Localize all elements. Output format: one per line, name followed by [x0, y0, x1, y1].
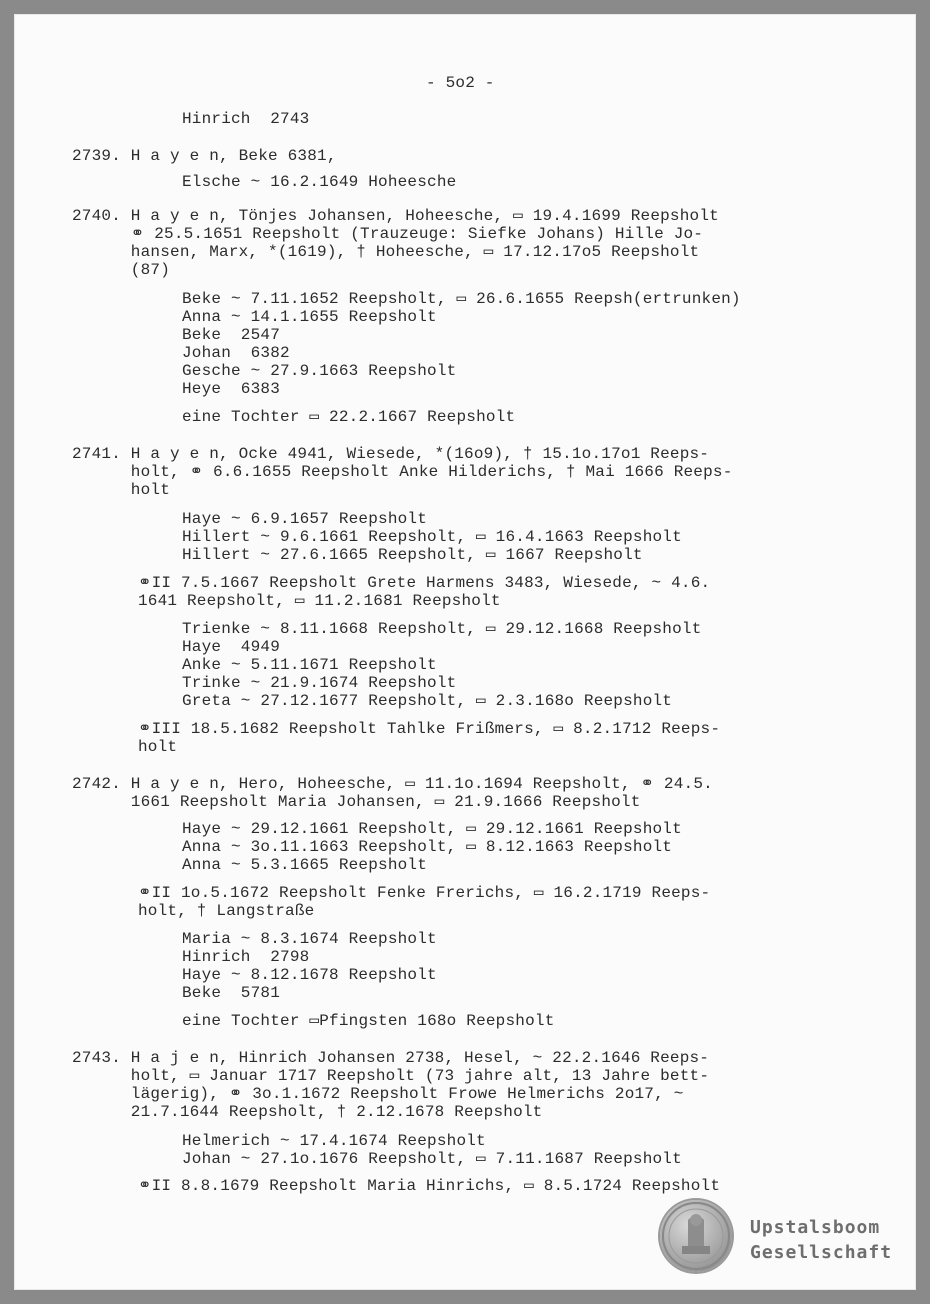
child-line: Elsche ~ 16.2.1649 Hoheesche	[182, 173, 457, 191]
child-line: eine Tochter ▭ 22.2.1667 Reepsholt	[182, 408, 516, 426]
entry-line: 21.7.1644 Reepsholt, † 2.12.1678 Reepsholt	[72, 1103, 543, 1121]
child-line: Anna ~ 3o.11.1663 Reepsholt, ▭ 8.12.1663 Reepsholt	[182, 838, 673, 856]
logo-line-2: Gesellschaft	[750, 1242, 893, 1263]
society-seal-icon	[660, 1200, 732, 1272]
marriage-line: holt	[138, 738, 178, 756]
child-line: Haye ~ 6.9.1657 Reepsholt	[182, 510, 428, 528]
child-line: eine Tochter ▭Pfingsten 168o Reepsholt	[182, 1012, 555, 1030]
entry-line: holt, ▭ Januar 1717 Reepsholt (73 jahre alt, 13 Jahre bett-	[72, 1067, 710, 1085]
child-line: Trinke ~ 21.9.1674 Reepsholt	[182, 674, 457, 692]
child-line: Heye 6383	[182, 380, 281, 398]
child-line: Hillert ~ 9.6.1661 Reepsholt, ▭ 16.4.1663 Reepsholt	[182, 528, 682, 546]
child-line: Beke 5781	[182, 984, 281, 1002]
document-page	[14, 14, 916, 1290]
child-line: Johan ~ 27.1o.1676 Reepsholt, ▭ 7.11.1687 Reepsholt	[182, 1150, 682, 1168]
entry-line: 2741. H a y e n, Ocke 4941, Wiesede, *(16o9), † 15.1o.17o1 Reeps-	[72, 445, 710, 463]
entry-line: 2742. H a y e n, Hero, Hoheesche, ▭ 11.1o.1694 Reepsholt, ⚭ 24.5.	[72, 775, 713, 793]
header-name: Hinrich 2743	[182, 110, 310, 128]
child-line: Haye 4949	[182, 638, 281, 656]
child-line: Anke ~ 5.11.1671 Reepsholt	[182, 656, 437, 674]
child-line: Haye ~ 8.12.1678 Reepsholt	[182, 966, 437, 984]
marriage-line: holt, † Langstraße	[138, 902, 315, 920]
document-body	[14, 14, 916, 1290]
child-line: Johan 6382	[182, 344, 290, 362]
entry-line: lägerig), ⚭ 3o.1.1672 Reepsholt Frowe Helmerichs 2o17, ~	[72, 1085, 684, 1103]
marriage-line: ⚭III 18.5.1682 Reepsholt Tahlke Frißmers, ▭ 8.2.1712 Reeps-	[138, 720, 721, 738]
entry-line: 2739. H a y e n, Beke 6381,	[72, 147, 337, 165]
entry-line: ⚭ 25.5.1651 Reepsholt (Trauzeuge: Siefke Johans) Hille Jo-	[72, 225, 704, 243]
entry-line: 2743. H a j e n, Hinrich Johansen 2738, Hesel, ~ 22.2.1646 Reeps-	[72, 1049, 710, 1067]
entry-line: holt	[72, 481, 171, 499]
child-line: Trienke ~ 8.11.1668 Reepsholt, ▭ 29.12.1668 Reepsholt	[182, 620, 702, 638]
child-line: Haye ~ 29.12.1661 Reepsholt, ▭ 29.12.1661 Reepsholt	[182, 820, 682, 838]
logo-line-1: Upstalsboom	[750, 1217, 881, 1238]
child-line: Gesche ~ 27.9.1663 Reepsholt	[182, 362, 457, 380]
child-line: Helmerich ~ 17.4.1674 Reepsholt	[182, 1132, 486, 1150]
child-line: Maria ~ 8.3.1674 Reepsholt	[182, 930, 437, 948]
child-line: Beke 2547	[182, 326, 281, 344]
child-line: Beke ~ 7.11.1652 Reepsholt, ▭ 26.6.1655 Reepsh(ertrunken)	[182, 290, 741, 308]
marriage-line: ⚭II 8.8.1679 Reepsholt Maria Hinrichs, ▭ 8.5.1724 Reepsholt	[138, 1177, 721, 1195]
marriage-line: ⚭II 1o.5.1672 Reepsholt Fenke Frerichs, ▭ 16.2.1719 Reeps-	[138, 884, 711, 902]
entry-line: 2740. H a y e n, Tönjes Johansen, Hoheesche, ▭ 19.4.1699 Reepsholt	[72, 207, 719, 225]
entry-line: holt, ⚭ 6.6.1655 Reepsholt Anke Hilderichs, † Mai 1666 Reeps-	[72, 463, 733, 481]
entry-line: hansen, Marx, *(1619), † Hoheesche, ▭ 17.12.17o5 Reepsholt	[72, 243, 700, 261]
child-line: Anna ~ 5.3.1665 Reepsholt	[182, 856, 428, 874]
marriage-line: 1641 Reepsholt, ▭ 11.2.1681 Reepsholt	[138, 592, 501, 610]
entry-line: 1661 Reepsholt Maria Johansen, ▭ 21.9.1666 Reepsholt	[72, 793, 641, 811]
marriage-line: ⚭II 7.5.1667 Reepsholt Grete Harmens 3483, Wiesede, ~ 4.6.	[138, 574, 711, 592]
child-line: Anna ~ 14.1.1655 Reepsholt	[182, 308, 437, 326]
page-number: - 5o2 -	[426, 74, 495, 92]
entry-line: (87)	[72, 261, 171, 279]
child-line: Hillert ~ 27.6.1665 Reepsholt, ▭ 1667 Reepsholt	[182, 546, 643, 564]
child-line: Greta ~ 27.12.1677 Reepsholt, ▭ 2.3.168o Reepsholt	[182, 692, 673, 710]
child-line: Hinrich 2798	[182, 948, 310, 966]
